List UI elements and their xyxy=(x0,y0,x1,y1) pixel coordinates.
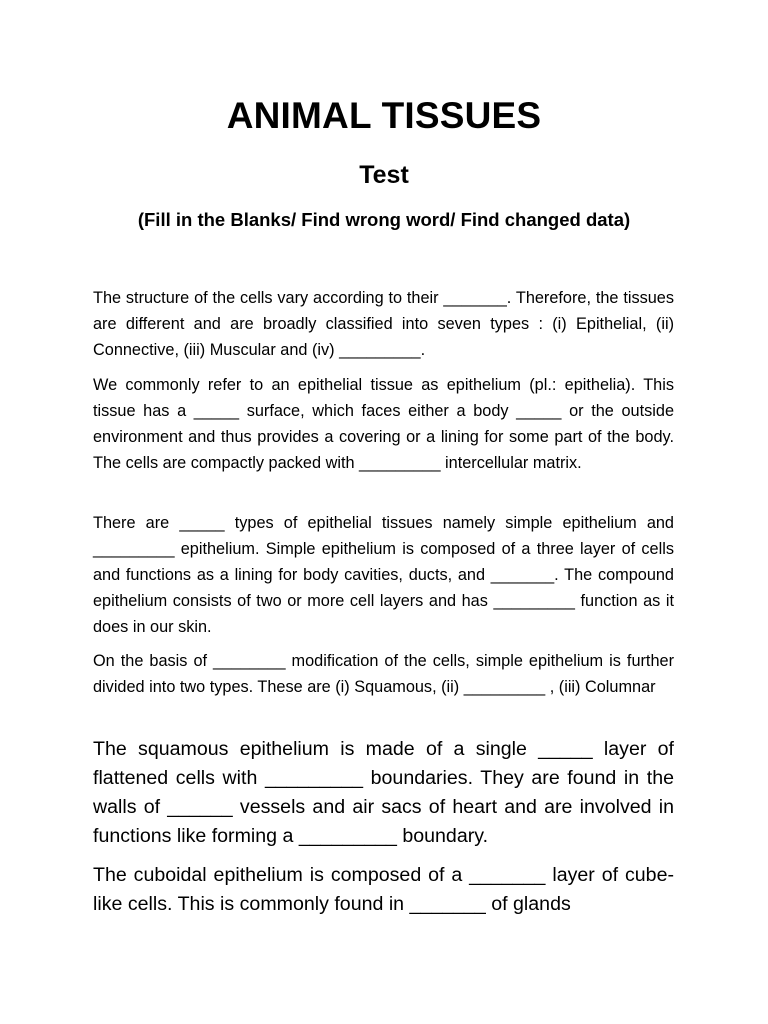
document-title: ANIMAL TISSUES xyxy=(226,95,542,136)
paragraph-tissue-structure: The structure of the cells vary according to their _______. Therefore, the tissues are different and are broadly classified into seven types : (i) Epithelial, (ii) Connective, (iii) Muscular and (iv) _________. xyxy=(93,289,674,359)
paragraph-squamous-epithelium: The squamous epithelium is made of a single _____ layer of flattened cells with _________ boundaries. They are found in the walls of ______ vessels and air sacs of heart and are involved in functions like forming a _________ boundary. xyxy=(93,738,674,847)
paragraph-cuboidal-epithelium: The cuboidal epithelium is composed of a _______ layer of cube-like cells. This is commonly found in _______ of glands xyxy=(93,864,674,915)
paragraph-epithelium-types: There are _____ types of epithelial tissues namely simple epithelium and _________ epithelium. Simple epithelium is composed of a three layer of cells and functions as a lining for body cavities, ducts, and _______. The compound epithelium consists of two or more cell layers and has _________ function as it does in our skin. xyxy=(93,514,674,636)
document-subtitle: Test xyxy=(359,161,409,189)
paragraph-epithelium-definition: We commonly refer to an epithelial tissue as epithelium (pl.: epithelia). This tissue has a _____ surface, which faces either a body _____ or the outside environment and thus provides a covering or a lining for some part of the body. The cells are compactly packed with _________ intercellular matrix. xyxy=(93,376,674,472)
paragraph-simple-epithelium-division: On the basis of ________ modification of the cells, simple epithelium is further divided into two types. These are (i) Squamous, (ii) _________ , (iii) Columnar xyxy=(93,652,674,696)
test-instructions: (Fill in the Blanks/ Find wrong word/ Find changed data) xyxy=(137,209,631,230)
